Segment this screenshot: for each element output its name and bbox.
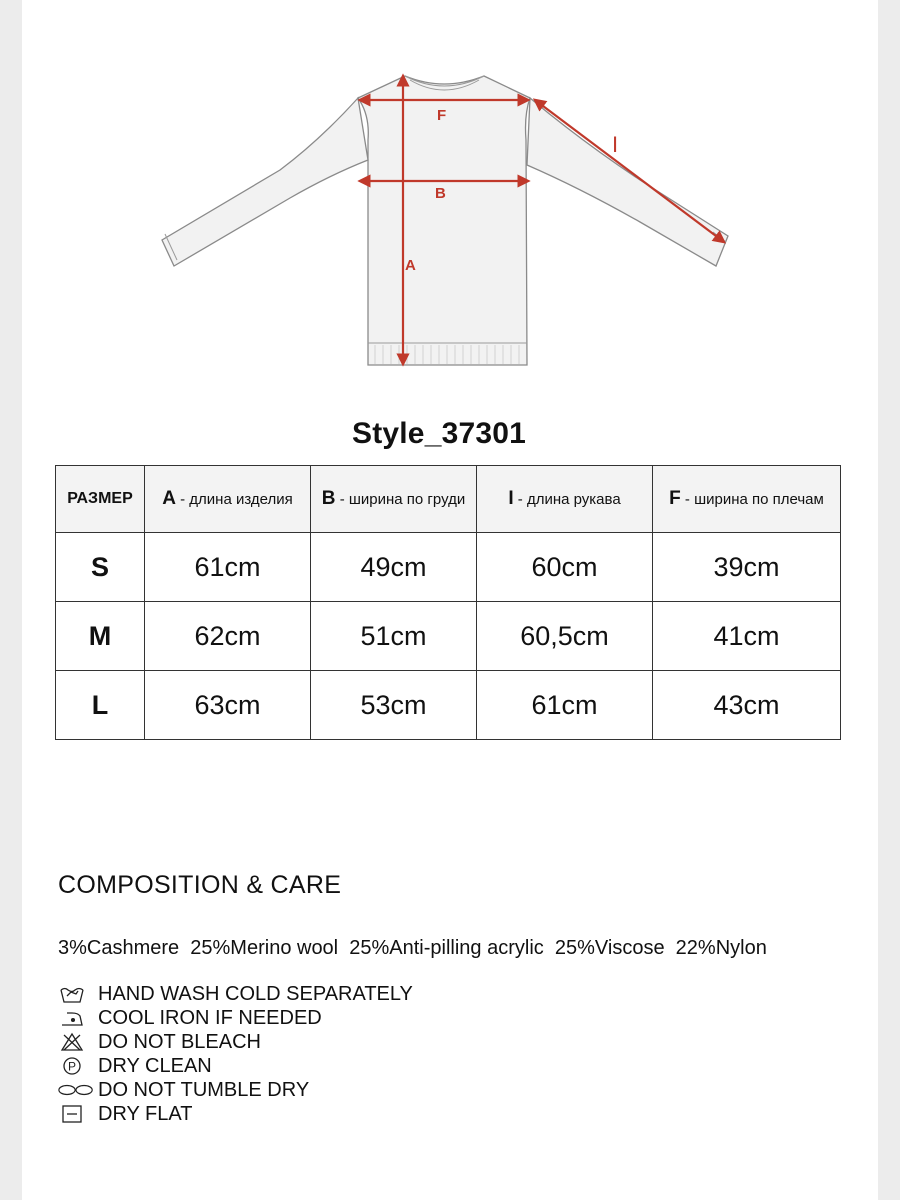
dry-clean-icon [58,1055,94,1077]
care-text: DO NOT TUMBLE DRY [98,1078,310,1101]
table-cell: 60,5cm [477,602,653,671]
care-item [58,1078,413,1102]
size-chart-table [55,465,841,740]
table-cell: 62cm [145,602,311,671]
dry-flat-icon [58,1103,94,1125]
table-row [56,671,841,740]
no-bleach-icon [58,1031,94,1053]
label-b: B [435,185,446,202]
care-text: HAND WASH COLD SEPARATELY [98,982,413,1005]
table-cell: 39cm [653,533,841,602]
hand-wash-icon [58,983,94,1005]
care-text: DRY CLEAN [98,1054,212,1077]
table-row [56,533,841,602]
header-col-b: B - ширина по груди [311,466,477,533]
care-text: DO NOT BLEACH [98,1030,261,1053]
sweater-measurement-diagram [0,0,900,400]
table-cell: 63cm [145,671,311,740]
care-item [58,1030,413,1054]
care-item [58,1102,413,1126]
header-col-i: I - длина рукава [477,466,653,533]
size-cell: L [56,671,145,740]
table-header-row [56,466,841,533]
style-title: Style_37301 [351,417,526,450]
no-tumble-dry-icon [58,1079,94,1101]
table-cell: 53cm [311,671,477,740]
care-item [58,1054,413,1078]
table-cell: 61cm [145,533,311,602]
table-row [56,602,841,671]
care-item [58,982,413,1006]
iron-icon [58,1007,94,1029]
care-text: DRY FLAT [98,1102,193,1125]
size-cell: M [56,602,145,671]
header-col-a: A - длина изделия [145,466,311,533]
composition-care-heading: COMPOSITION & CARE [58,871,342,899]
table-cell: 60cm [477,533,653,602]
composition-text: 3%Cashmere 25%Merino wool 25%Anti-pilling acrylic 25%Viscose 22%Nylon [58,937,767,959]
header-size: РАЗМЕР [56,466,145,533]
table-cell: 61cm [477,671,653,740]
table-cell: 51cm [311,602,477,671]
label-i: I [612,132,619,157]
table-cell: 49cm [311,533,477,602]
svg-text:P: P [67,1059,77,1074]
label-f: F [437,107,447,124]
care-instructions-list [58,982,413,1126]
label-a: A [405,257,416,274]
header-col-f: F - ширина по плечам [653,466,841,533]
care-text: COOL IRON IF NEEDED [98,1006,322,1029]
table-cell: 41cm [653,602,841,671]
table-cell: 43cm [653,671,841,740]
size-cell: S [56,533,145,602]
care-item [58,1006,413,1030]
